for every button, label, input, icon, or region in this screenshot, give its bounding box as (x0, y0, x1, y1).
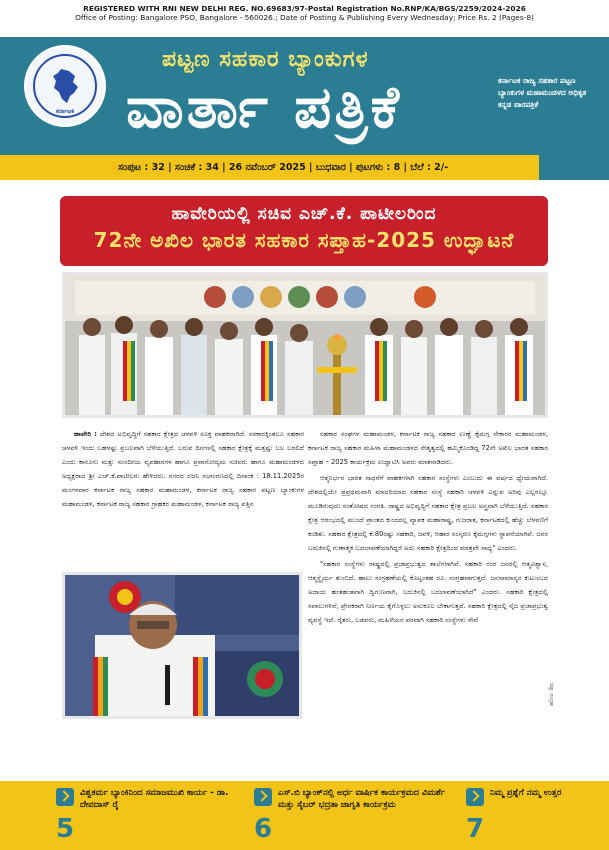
federation-logo (24, 45, 106, 127)
registration-line-2: Office of Posting: Bangalore PSO, Bangalore - 560026.; Date of Posting & Publishing Every Wednesday; Price Rs. 2 (Pages-8) (75, 13, 534, 22)
masthead (0, 37, 609, 155)
masthead-tagline: ಕರ್ನಾಟಕ ರಾಜ್ಯ ಸಹಕಾರ ಪಟ್ಟಣ ಬ್ಯಾಂಕುಗಳ ಮಹಾಮಂಡಳದ ಅಧಿಕೃತ ಕನ್ನಡ ವಾರಪತ್ರಿಕೆ (498, 76, 587, 109)
issue-info-bar (0, 155, 609, 180)
arrow-icon (466, 788, 484, 806)
arrow-icon (254, 788, 272, 806)
masthead-subtitle: ಪಟ್ಟಣ ಸಹಕಾರ ಬ್ಯಾಂಕುಗಳ (162, 47, 369, 72)
event-photo-illustration (65, 275, 545, 415)
lead-headline (60, 196, 548, 266)
photo-credit: ಚಿತ್ರ: ಸಂಗ್ರಹ (548, 683, 554, 706)
headline-line-1: ಹಾವೇರಿಯಲ್ಲಿ ಸಚಿವ ಎಚ್.ಕೆ. ಪಾಟೀಲರಿಂದ (171, 204, 437, 224)
headline-line-2: 72ನೇ ಅಖಿಲ ಭಾರತ ಸಹಕಾರ ಸಪ್ತಾಹ-2025 ಉದ್ಘಾಟನೆ (93, 228, 515, 252)
registration-info (6, 4, 603, 22)
article-col2-paragraph-2: ಆತ್ಮನಿರ್ಭರ ಭಾರತ ಸಾಧನೆಗೆ ವಾಹಕಗಳಾಗಿ ಸಹಕಾರ ಸಂಸ್ಥೆಗಳು ಎಂಬುದು ಈ ವರ್ಷದ ಧ್ಯೇಯವಾಗಿದೆ. ದೇಶದಲ್ಲಿಯೇ ಪ್ರಪ್ರಥಮವಾಗಿ ಮಾದರಿಯಾದ ಸಹಕಾರ ಸಂಸ್ಥೆ ಸಹಕಾರಿ ಚಳವಳಿ ಎನ್ನುವ ಅರಿವು ಎಲ್ಲರಲ್ಲೂ ಮೂಡಿರುವುದು ಸಂತೋಷದ ಸಂಗತಿ. ರಾಷ್ಟ್ರದ ಅಭಿವೃದ್ಧಿಗೆ ಸಹಕಾರ ಕ್ಷೇತ್ರ ಪ್ರಬಲ ಅಸ್ತ್ರವಾಗಿ ಬೆಳೆಯುತ್ತಿದೆ. ಸಹಕಾರ ಕ್ಷೇತ್ರ ಆರಂಭದಲ್ಲಿ ಮುಂದೆ ಪ್ರಾಂತದ ಕುಂದರಲ್ಲ ವ್ಯಾಪಕ ಮಹಾರಾಷ್ಟ್ರ, ಗುಜರಾತ, ಕರ್ನಾಟಕದಲ್ಲಿ ಹೆಚ್ಚು ಬೆಳವಣಿಗೆ ಕಂಡಿತು. ಸಹಕಾರ ಕ್ಷೇತ್ರದಲ್ಲಿ ಕೆ.80ರಷ್ಟು ಸಹಕಾರಿ, ಜವಳಿ, ಆಹಾರ ಸಂಸ್ಕರಣ ಕೈಮಗ್ಗಗಳು ಸ್ಥಾಪನೆಯಾಗಿವೆ. ಜನರ ಬದುಕಿನಲ್ಲಿ ಗುಣಾತ್ಮಕ ಬದಲಾವಣೆಯಾಗಿದ್ದರೆ ಅದು ಸಹಕಾರಿ ಕ್ಷೇತ್ರದಿಂದ ಮಾತ್ರವೇ ಸಾಧ್ಯ" ಎಂದರು. (308, 474, 548, 552)
footer-item-page-6[interactable] (254, 786, 459, 846)
speaker-photo-illustration (65, 575, 299, 716)
karnataka-map-icon (49, 68, 83, 104)
footer-item-page-5[interactable] (56, 786, 246, 846)
issue-info: ಸಂಪುಟ : 32 | ಸಂಚಿಕೆ : 34 | 26 ನವೆಂಬರ್ 2025 | ಬುಧವಾರ | ಪುಟಗಳು : 8 | ಬೆಲೆ : 2/- (118, 162, 449, 173)
inside-pages-footer (0, 781, 609, 850)
event-photo-lamp-lighting (62, 272, 548, 418)
article-col2-paragraph-3: "ಸಹಕಾರ ಸಂಸ್ಥೆಗಳು ರಾಷ್ಟ್ರದಲ್ಲಿ ಪ್ರಜಾಪ್ರಭುತ್ವದ ಶಾಲೆಗಳಾಗಿವೆ. ಸಹಕಾರಿ ರಂಗ ಜನರಲ್ಲಿ ಆತ್ಮವಿಶ್ವಾಸ, ಆತ್ಮಸ್ಥೈರ್ಯ ತುಂಬಿದೆ. ಹಾಲು ಸಂಗ್ರಹಣೆಯಲ್ಲಿ ಕೊಟ್ಟಂತಹ ರೂ. ಸಂಗ್ರಹವಾಗುತ್ತದೆ. ಜನಸಾಮಾನ್ಯರ ಕುಟುಂಬದ ಅದಾಯ ಹಂತಹಂತವಾಗಿ ದ್ವಿಗುಣವಾಗಿ, ಬದುಕಿನಲ್ಲಿ ಬದಲಾವಣೆಯಾಗಿದೆ" ಎಂದರು. ಸಹಕಾರಿ ಕ್ಷೇತ್ರದಲ್ಲಿ ಸವಾಲುಗಳಿವೆ, ಪ್ರೇರಕರಾಗಿ ನಿರ್ಣಯ ಕೈಗೊಳ್ಳಲು ಅನುಕೂಲ ಬೇಕಾಗುತ್ತದೆ. ಸಹಕಾರಿ ಕ್ಷೇತ್ರದಲ್ಲಿ ನೈಜ ಪ್ರಜಾಪ್ರಭುತ್ವ ವ್ಯವಸ್ಥೆ ಇದೆ. ರೈತರು, ಬಡವರು, ಮಹಿಳೆಯರ ಪರವಾಗಿ ಸಹಕಾರಿ ಸಂಸ್ಥೆಗಳು ಸೇವೆ (308, 560, 548, 624)
article-column-2 (308, 427, 548, 629)
footer-item-text: ವಿಶ್ವಕರ್ಮ ಬ್ಯಾಂಕಿನಿಂದ ಸಮಾಜಮುಖಿ ಕಾರ್ಯ - ಡಾ. ದೇವದಾಸ್ ರೈ (80, 788, 229, 810)
footer-item-page-number: 6 (254, 814, 273, 844)
speaker-photo (62, 572, 302, 719)
article-col2-paragraph-1: ಸಹಕಾರ ಸಂಘಗಳ ಮಹಾಮಂಡಳ, ಕರ್ನಾಟಕ ರಾಜ್ಯ ಸಹಕಾರ ಉಣ್ಣೆ ಕೈಮಗ್ಗ ನೇಕಾರರ ಮಹಾಮಂಡಳ, ಕರ್ನಾಟಕ ರಾಜ್ಯ ಸಹಕಾರ ಮಹಿಳಾ ಮಹಾಮಂಡಳದ ನೇತೃತ್ವದಲ್ಲಿ ಹಮ್ಮಿಕೊಂಡಿದ್ದ 72ನೇ ಅಖಿಲ ಭಾರತ ಸಹಕಾರ ಸಪ್ತಾಹ – 2025 ಕಾರ್ಯಕ್ರಮ ಉದ್ಘಾಟಿಸಿ ಅವರು ಮಾತನಾಡಿದರು. (308, 430, 548, 466)
logo-text: ಕರ್ನಾಟಕ (56, 108, 74, 115)
article-column-1 (62, 427, 304, 513)
article-dateline: ಹಾವೇರಿ : (74, 430, 97, 438)
arrow-icon (56, 788, 74, 806)
masthead-title: ವಾರ್ತಾ ಪತ್ರಿಕೆ (126, 73, 402, 141)
footer-item-page-number: 5 (56, 814, 75, 844)
footer-item-page-7[interactable] (466, 786, 606, 846)
footer-item-text: ನಿಮ್ಮ ಪ್ರಶ್ನೆಗೆ ನಮ್ಮ ಉತ್ತರ (490, 788, 562, 798)
article-col1-paragraph: ದೇಶದ ಅಭಿವೃದ್ಧಿಗೆ ಸಹಕಾರ ಕ್ಷೇತ್ರದ ಚಳವಳಿ ಸೂಕ್ತ ವಾಹಕವಾಗಿದೆ. ಸರಕಾರಕ್ಕಿಂತಲೂ ಸಹಕಾರ ಚಳವಳಿ ಇಂದು ಬಹಳಷ್ಟು ಪ್ರಬಲವಾಗಿ ಬೆಳೆಯುತ್ತಿದೆ. ಬರುವ ದಿನಗಳಲ್ಲಿ ಸಹಕಾರ ಕ್ಷೇತ್ರಕ್ಕೆ ಮತ್ತಷ್ಟು ಬಲ ಬರಲಿದೆ ಎಂದು ಕಾನೂನು ಮತ್ತು ಸಂಸದೀಯ ವ್ಯವಹಾರಗಳ ಹಾಗೂ ಪ್ರವಾಸೋದ್ಯಮ ಸಚಿವರು ಹಾಗೂ ಮಹಾಮಂಡಳದ ಅಧ್ಯಕ್ಷರಾದ ಶ್ರೀ ಎಚ್.ಕೆ.ಪಾಟೀಲರು ಹೇಳಿದರು. ನಗರದ ರಜನಿ ಸಭಾಂಗಣದಲ್ಲಿ ದಿನಾಂಕ : 18.11.2025ರ ಮಂಗಳವಾರ ಕರ್ನಾಟಕ ರಾಜ್ಯ ಸಹಕಾರ ಮಹಾಮಂಡಳ, ಕರ್ನಾಟಕ ರಾಜ್ಯ ಸಹಕಾರ ಪಟ್ಟಣ ಬ್ಯಾಂಕುಗಳ ಮಹಾಮಂಡಳ, ಕರ್ನಾಟಕ ರಾಜ್ಯ ಸಹಕಾರ ಗ್ರಾಹಕರ ಮಹಾಮಂಡಳ, ಕರ್ನಾಟಕ ರಾಜ್ಯ ಪತ್ತಿನ (62, 430, 304, 508)
footer-item-text: ಎಸ್.ಬಿ ಬ್ಯಾಂಕ್‌ನಲ್ಲಿ ಅರ್ಧ ವಾರ್ಷಿಕ ಕಾರ್ಯಕ್ರಮದ ವಿಮರ್ಶೆ ಮತ್ತು ಸೈಬರ್ ಭದ್ರತಾ ಜಾಗೃತಿ ಕಾರ್ಯಕ್ರಮ (278, 788, 445, 810)
footer-item-page-number: 7 (466, 814, 485, 844)
registration-line-1: REGISTERED WITH RNI NEW DELHI REG. NO.69683/97-Postal Registration No.RNP/KA/BGS/2259/2024-2026 (83, 4, 526, 13)
